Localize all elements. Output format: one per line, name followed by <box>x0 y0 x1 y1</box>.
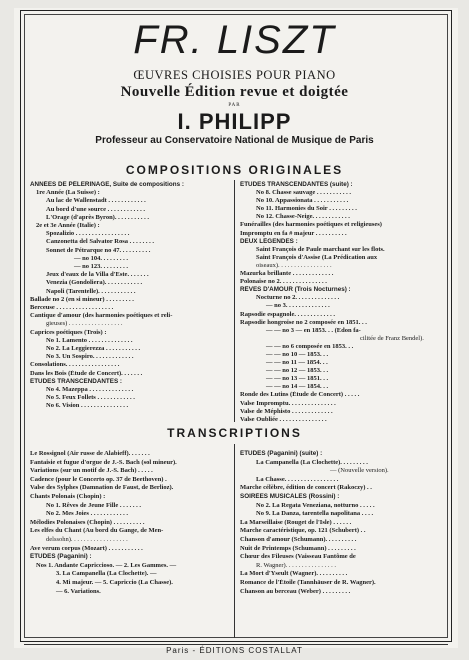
list-item: Fantaisie et fugue d'orgue de J.-S. Bach (sol mineur). <box>30 458 177 466</box>
list-item: — 6. Variations. <box>56 587 101 595</box>
list-item: Cantique d'amour (des harmonies poétiques et reli- <box>30 312 173 320</box>
footer-divider <box>24 644 448 645</box>
list-item: — no 123. . . . . . . . . <box>74 263 128 271</box>
compositions-right-column <box>240 181 442 424</box>
list-item: Nuit de Printemps (Schumann) . . . . . . . . . <box>240 544 356 552</box>
list-item: Polonaise no 2. . . . . . . . . . . . . . . <box>240 278 327 286</box>
list-item: Valse Impromptu. . . . . . . . . . . . . . . <box>240 399 336 407</box>
editor-name: I. PHILIPP <box>177 109 292 134</box>
list-item: gieuses) . . . . . . . . . . . . . . . . . <box>46 320 123 328</box>
list-item: Saint François de Paule marchant sur les flots. <box>256 245 385 253</box>
transcriptions-right-column <box>240 450 442 596</box>
list-item: No 12. Chasse-Neige. . . . . . . . . . . . <box>256 213 350 221</box>
list-item: ÉTUDES TRANSCENDANTES (suite) : <box>240 181 353 188</box>
list-item: Valse de Méphisto . . . . . . . . . . . . . <box>240 407 333 415</box>
list-item: Valse Oubliée . . . . . . . . . . . . . . . <box>240 415 327 423</box>
list-item: Chœur des Fileuses (Vaisseau Fantôme de <box>240 553 356 561</box>
compositions-heading: COMPOSITIONS ORIGINALES <box>125 163 344 177</box>
list-item: Au bord d'une source . . . . . . . . . . . . <box>46 205 146 213</box>
list-item: La Marseillaise (Rouget de l'Isle) . . . . . . <box>240 518 352 526</box>
list-item: Ave verum corpus (Mozart) . . . . . . . . . . . <box>30 544 143 552</box>
list-item: DEUX LÉGENDES : <box>240 237 298 245</box>
editor-position: Professeur au Conservatoire National de Musique de Paris <box>95 135 374 146</box>
list-item: — — no 12 — 1853. . . <box>266 367 329 375</box>
list-item: Saint François d'Assise (La Prédication aux <box>256 253 378 261</box>
list-item: 4. Mi majeur. — 5. Capriccio (La Chasse). <box>56 578 173 586</box>
list-item: Mazurka brillante . . . . . . . . . . . . . <box>240 270 334 278</box>
transcriptions-heading: TRANSCRIPTIONS <box>167 426 302 440</box>
par-label: PAR <box>228 103 241 108</box>
list-item: 3. La Campanella (La Clochette). — <box>56 570 157 578</box>
list-item: — — no 6 composée en 1853. . . <box>266 342 354 350</box>
list-item: Nos 1. Andante Capriccioso. — 2. Les Gammes. — <box>36 561 177 569</box>
list-item: Rapsodie hongroise no 2 composée en 1851. . . <box>240 318 367 326</box>
list-item: Dans les Bois (Étude de Concert). . . . . . . <box>30 369 143 377</box>
list-item: — no 104. . . . . . . . . <box>74 254 128 262</box>
list-item: No 10. Appassionata . . . . . . . . . . . <box>256 197 349 205</box>
list-item: Le Rossignol (Air russe de Alabieff). . . . . . . <box>30 450 150 457</box>
list-item: oiseaux). . . . . . . . . . . . . . . . . <box>256 261 332 269</box>
list-item: Romance de l'Étoile (Tannhäuser de R. Wagner). <box>240 578 376 586</box>
list-item: Les elfes du Chant (Au bord du Gange, de Men- <box>30 527 164 535</box>
list-item: La Chasse. . . . . . . . . . . . . . . . . <box>256 475 339 483</box>
list-item: — — no 3 — en 1853. . . (Edon fa- <box>266 326 361 334</box>
list-item: No 2. Mes Joies . . . . . . . . . . . . <box>46 510 128 518</box>
collection-subtitle: ŒUVRES CHOISIES POUR PIANO <box>133 68 336 82</box>
list-item: RÊVES D'AMOUR (Trois Nocturnes) : <box>240 286 351 294</box>
list-item: R. Wagner). . . . . . . . . . . . . . . . <box>256 561 337 569</box>
list-item: — — no 11 — 1854. . . <box>266 359 328 367</box>
list-item: Berceuse . . . . . . . . . . . . . . . . . . <box>30 304 114 312</box>
composer-name: FR. LISZT <box>133 18 336 62</box>
list-item: Chanson au berceau (Weber) . . . . . . . . . <box>240 587 351 595</box>
list-item: — — no 10 — 1853. . . <box>266 350 329 358</box>
list-item: Variations (sur un motif de J.-S. Bach) . . . . . <box>30 467 153 475</box>
list-item: Chanson d'amour (Schumann). . . . . . . . . . <box>240 535 357 543</box>
list-item: 1re Année (La Suisse) : <box>36 189 100 197</box>
list-item: SOIRÉES MUSICALES (Rossini) : <box>240 492 340 500</box>
list-item: Rapsodie espagnole. . . . . . . . . . . . . <box>240 310 335 318</box>
compositions-column-divider <box>234 180 235 422</box>
list-item: No 1. Lamento . . . . . . . . . . . . . . <box>46 336 133 344</box>
list-item: No 6. Vision . . . . . . . . . . . . . . . <box>46 402 129 410</box>
list-item: — no 3. . . . . . . . . . . . . . <box>266 302 330 310</box>
list-item: No 2. La Leggierezza . . . . . . . . . . . <box>46 345 141 353</box>
list-item: Impromptu en fa # majeur . . . . . . . . . . <box>240 229 347 237</box>
edition-line: Nouvelle Édition revue et doigtée <box>120 84 349 100</box>
list-item: ANNÉES DE PÉLERINAGE, Suite de compositions : <box>30 181 184 188</box>
list-item: ÉTUDES (Paganini) (suite) : <box>240 450 323 457</box>
list-item: Funérailles (des harmonies poétiques et religieuses) <box>240 221 382 229</box>
list-item: Napoli (Tarentelle). . . . . . . . . . . . <box>46 287 136 295</box>
list-item: Jeux d'eaux de la Villa d'Este. . . . . . . <box>46 271 149 279</box>
list-item: L'Orage (d'après Byron). . . . . . . . . . . <box>46 213 149 221</box>
list-item: Au lac de Wallenstadt . . . . . . . . . . . . <box>46 197 146 205</box>
list-item: No 9. La Danza, tarentella napolitana . . . . <box>256 510 374 518</box>
list-item: ÉTUDES (Paganini) : <box>30 553 92 561</box>
transcriptions-column-divider <box>234 444 235 638</box>
list-item: No 8. Chasse sauvage . . . . . . . . . . . <box>256 189 351 197</box>
list-item: La Mort d'Yseult (Wagner). . . . . . . . . . <box>240 570 348 578</box>
list-item: La Campanella (La Clochette). . . . . . . . . <box>256 458 368 466</box>
list-item: — (Nouvelle version). <box>330 467 389 475</box>
list-item: No 11. Harmonies du Soir . . . . . . . . . <box>256 205 357 213</box>
list-item: Consolations. . . . . . . . . . . . . . . . . <box>30 361 120 369</box>
list-item: delssohn). . . . . . . . . . . . . . . . . . <box>46 535 128 543</box>
list-item: Spozalizio . . . . . . . . . . . . . . . . . <box>46 230 130 238</box>
publisher-footer: Paris - ÉDITIONS COSTALLAT <box>166 646 303 655</box>
compositions-left-column <box>30 181 229 411</box>
list-item: Marche célèbre, édition de concert (Rakoczy) . . <box>240 484 372 492</box>
list-item: ÉTUDES TRANSCENDANTES : <box>30 377 123 385</box>
list-item: Cadence (pour le Concerto op. 37 de Beethoven) . <box>30 475 167 483</box>
transcriptions-left-column <box>30 450 229 596</box>
list-item: 2e et 3e Année (Italie) : <box>36 222 100 230</box>
list-item: — — no 13 — 1851. . . <box>266 375 329 383</box>
list-item: Ronde des Lutins (Étude de Concert) . . . . . <box>240 391 360 399</box>
list-item: Chants Polonais (Chopin) : <box>30 492 106 500</box>
list-item: No 1. Rêves de Jeune Fille . . . . . . . <box>46 501 141 509</box>
list-item: No 4. Mazeppa . . . . . . . . . . . . . . <box>46 386 134 394</box>
list-item: Canzonetta del Salvator Rosa . . . . . . . . <box>46 238 155 246</box>
list-item: No 2. La Regata Veneziana, notturno . . . . . <box>256 501 375 509</box>
list-item: No 5. Feux Follets . . . . . . . . . . . . <box>46 394 135 402</box>
list-item: Marche caractéristique, op. 121 (Schubert) . . <box>240 527 366 535</box>
list-item: — — no 14 — 1854. . . <box>266 383 329 391</box>
list-item: Caprices poétiques (Trois) : <box>30 328 107 336</box>
list-item: Mélodies Polonaises (Chopin) . . . . . . . . . . <box>30 518 145 526</box>
list-item: Valse des Sylphes (Damnation de Faust, de Berlioz). <box>30 484 174 492</box>
list-item: Venezia (Gondoliera). . . . . . . . . . . . <box>46 279 143 287</box>
list-item: Ballade no 2 (en si mineur) . . . . . . . . . <box>30 295 134 303</box>
list-item: cilitée de Franz Bendel). <box>360 334 424 342</box>
list-item: Nocturne no 2. . . . . . . . . . . . . . <box>256 294 340 302</box>
list-item: No 3. Un Sospiro. . . . . . . . . . . . . <box>46 353 134 361</box>
list-item: Sonnet de Pétrarque no 47. . . . . . . . . . <box>46 246 151 254</box>
